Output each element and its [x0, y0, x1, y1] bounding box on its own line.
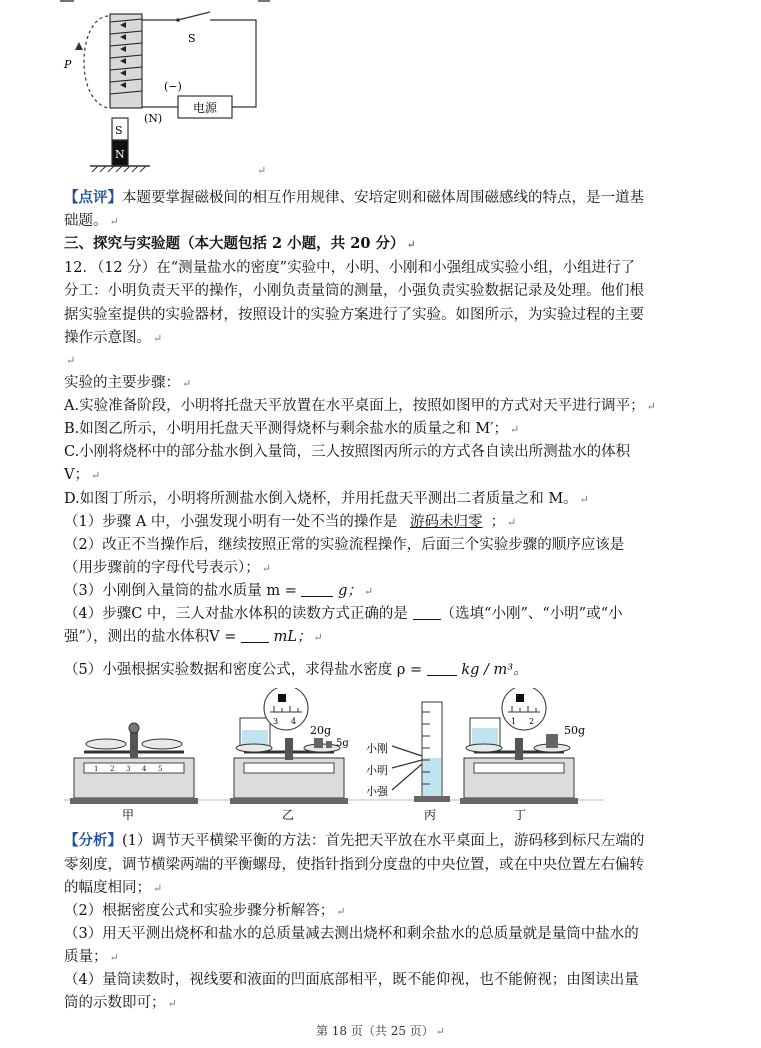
comment-tag: 【点评】	[64, 189, 122, 206]
analysis-line-8: 筒的示数即可； ↵	[64, 995, 177, 1011]
sub-question-4-line-1: （4）步骤C 中，三人对盐水体积的读数方式正确的是 （选填“小刚”、“小明”或“小	[64, 606, 623, 622]
scale-4-label: 4	[291, 717, 297, 726]
section-title-text: 三、探究与实验题（本大题包括 2 小题，共 20 分）	[64, 235, 405, 252]
figure-label-bing: 丙	[424, 808, 437, 822]
blank-line: ↵	[66, 354, 76, 367]
sub-question-3: （3）小刚倒入量筒的盐水质量 m = g； ↵	[64, 583, 374, 599]
figure-label-yi: 乙	[282, 808, 295, 822]
steps-title: 实验的主要步骤： ↵	[64, 375, 192, 391]
magnet-s-label: S	[115, 124, 123, 137]
question-stem-1: 12．（12 分）在“测量盐水的密度”实验中，小明、小刚和小强组成实验小组，小组进行了	[64, 260, 636, 276]
step-a: A.实验准备阶段，小明将托盘天平放置在水平桌面上，按照如图甲的方式对天平进行调平； ↵	[64, 398, 656, 414]
scale-2-label: 2	[529, 717, 535, 726]
page-footer: 第 18 页（共 25 页） ↵	[315, 1024, 446, 1038]
point-p-label: P	[64, 58, 72, 71]
analysis-line-4: （2）根据密度公式和实验步骤分析解答； ↵	[64, 903, 346, 919]
svg-text:2: 2	[110, 765, 115, 773]
analysis-line-2: 零刻度，调节横梁两端的平衡螺母，使指针指到分度盘的中央位置，或在中央位置左右偏转	[64, 857, 644, 873]
comment-line-1	[64, 188, 644, 208]
q5-density-blank[interactable]	[427, 661, 457, 676]
solenoid-circuit-figure	[60, 0, 270, 175]
q4-volume-blank[interactable]	[241, 628, 269, 643]
svg-text:3: 3	[126, 765, 131, 773]
minus-pole-label: (−)	[164, 80, 182, 93]
balance-experiment-figure	[64, 688, 604, 822]
q4-reader-blank[interactable]	[413, 605, 441, 620]
figure-label-jia: 甲	[122, 808, 135, 822]
comment-text: 本题要掌握磁极间的相互作用规律、安培定则和磁体周围磁感线的特点，是一道基	[122, 190, 644, 206]
analysis-line-3: 的幅度相同； ↵	[64, 880, 163, 896]
switch-s-label: S	[188, 32, 196, 45]
sub-question-2-line-1: （2）改正不当操作后，继续按照正常的实验流程操作，后面三个实验步骤的顺序应该是	[64, 537, 625, 553]
svg-text:1: 1	[94, 765, 99, 773]
analysis-line-6: 质量； ↵	[64, 949, 119, 965]
sub-question-4-line-2: 强”），测出的盐水体积V = mL； ↵	[64, 629, 323, 645]
reader-xiaogang: 小刚	[366, 742, 388, 755]
reader-xiaoqiang: 小强	[366, 785, 388, 798]
scale-3-label: 3	[273, 717, 279, 726]
q1-answer: 游码未归零	[410, 514, 483, 530]
weight-50g-label: 50g	[564, 724, 586, 737]
sub-question-2-line-2: （用步骤前的字母代号表示）； ↵	[64, 560, 271, 576]
svg-text:4: 4	[142, 765, 147, 773]
weight-20g-label: 20g	[310, 724, 332, 737]
north-hint-label: (N)	[144, 112, 163, 125]
scale-1-label: 1	[511, 717, 517, 726]
analysis-line-1: 【分析】(1）调节天平横梁平衡的方法：首先把天平放在水平桌面上，游码移到标尺左端的	[64, 832, 645, 849]
power-source-label: 电源	[193, 101, 218, 115]
analysis-line-5: （3）用天平测出烧杯和盐水的总质量减去测出烧杯和剩余盐水的总质量就是量筒中盐水的	[64, 926, 639, 942]
question-stem-4: 操作示意图。 ↵	[64, 330, 163, 346]
analysis-line-7: （4）量筒读数时，视线要和液面的凹面底部相平，既不能仰视，也不能俯视；由图读出量	[64, 972, 639, 988]
reader-xiaoming: 小明	[366, 764, 388, 777]
svg-text:5: 5	[158, 765, 163, 773]
analysis-tag: 【分析】	[64, 832, 122, 849]
question-stem-3: 据实验室提供的实验器材，按照设计的实验方案进行了实验。如图所示，为实验过程的主要	[64, 307, 644, 323]
paragraph-mark: ↵	[257, 164, 267, 177]
weight-5g-label: 5g	[336, 738, 349, 749]
sub-question-5: （5）小强根据实验数据和密度公式，求得盐水密度 ρ = kg / m³。	[64, 662, 528, 678]
q3-answer-blank[interactable]	[301, 582, 333, 597]
step-c-line-1: C.小刚将烧杯中的部分盐水倒入量筒，三人按照图丙所示的方式各自读出所测盐水的体积	[64, 444, 631, 460]
step-c-line-2: V； ↵	[64, 467, 101, 483]
figure-label-ding: 丁	[514, 808, 527, 822]
step-d: D.如图丁所示，小明将所测盐水倒入烧杯，并用托盘天平测出二者质量之和 M。 ↵	[64, 491, 589, 507]
comment-line-2: 础题。 ↵	[64, 213, 119, 229]
comment-text-2: 础题。	[64, 213, 108, 229]
step-b: B.如图乙所示，小明用托盘天平测得烧杯与剩余盐水的质量之和 M′； ↵	[64, 421, 520, 437]
sub-question-1: （1）步骤 A 中，小强发现小明有一处不当的操作是 游码未归零 ； ↵	[64, 514, 517, 530]
section-title: 三、探究与实验题（本大题包括 2 小题，共 20 分） ↵	[64, 235, 416, 252]
question-stem-2: 分工：小明负责天平的操作，小刚负责量筒的测量，小强负责实验数据记录及处理。他们根	[64, 283, 644, 299]
magnet-n-label: N	[115, 148, 125, 161]
